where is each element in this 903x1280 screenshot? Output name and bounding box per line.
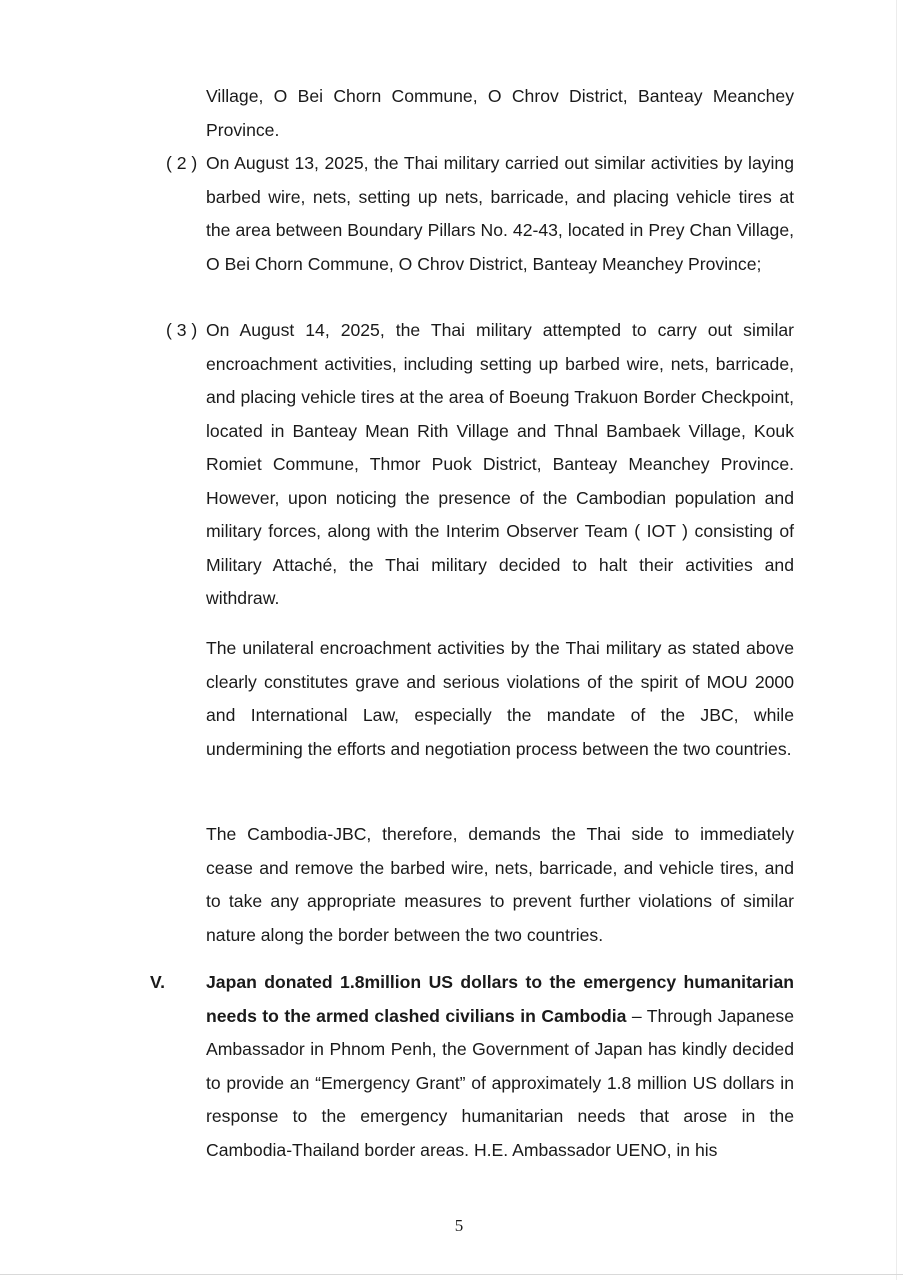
section-v-number: V.: [150, 972, 166, 992]
page-right-edge: [896, 0, 897, 1280]
section-v-heading: Japan donated 1.8million US dollars to the emergency humanitarian needs to the armed clashed civilians in Cambodia: [206, 972, 794, 1026]
item-marker-3: ( 3 ): [166, 320, 198, 340]
paragraph-unilateral-violations: The unilateral encroachment activities by the Thai military as stated above clearly constitutes grave and serious violations of the spirit of MOU 2000 and International Law, especially the mandate of the JBC, while undermining the efforts and negotiation process between the two countries.: [206, 638, 794, 759]
section-v-body: – Through Japanese Ambassador in Phnom Penh, the Government of Japan has kindly decided to provide an “Emergency Grant” of approximately 1.8 million US dollars in response to the emergency humanitarian needs that arose in the Cambodia-Thailand border areas. H.E. Ambassador UENO, in his: [206, 1005, 794, 1160]
page-number: 5: [454, 1216, 464, 1235]
paragraph-cambodia-jbc-demands: The Cambodia-JBC, therefore, demands the Thai side to immediately cease and remove the barbed wire, nets, barricade, and vehicle tires, and to take any appropriate measures to prevent further violations of similar nature along the border between the two countries.: [206, 824, 794, 945]
item-2-text: On August 13, 2025, the Thai military carried out similar activities by laying barbed wire, nets, setting up nets, barricade, and placing vehicle tires at the area between Boundary Pillars No. 42-43, located in Prey Chan Village, O Bei Chorn Commune, O Chrov District, Banteay Meanchey Province;: [206, 153, 794, 274]
section-v-paragraph: [206, 966, 794, 1167]
item-marker-2: ( 2 ): [166, 153, 198, 173]
page-bottom-edge: [0, 1274, 903, 1275]
item-3-text: On August 14, 2025, the Thai military attempted to carry out similar encroachment activities, including setting up barbed wire, nets, barricade, and placing vehicle tires at the area of Boeung Trakuon Border Checkpoint, located in Banteay Mean Rith Village and Thnal Bambaek Village, Kouk Romiet Commune, Thmor Puok District, Banteay Meanchey Province. However, upon noticing the presence of the Cambodian population and military forces, along with the Interim Observer Team ( IOT ) consisting of Military Attaché, the Thai military decided to halt their activities and withdraw.: [206, 320, 794, 608]
paragraph-continuation: Village, O Bei Chorn Commune, O Chrov District, Banteay Meanchey Province.: [206, 86, 794, 140]
